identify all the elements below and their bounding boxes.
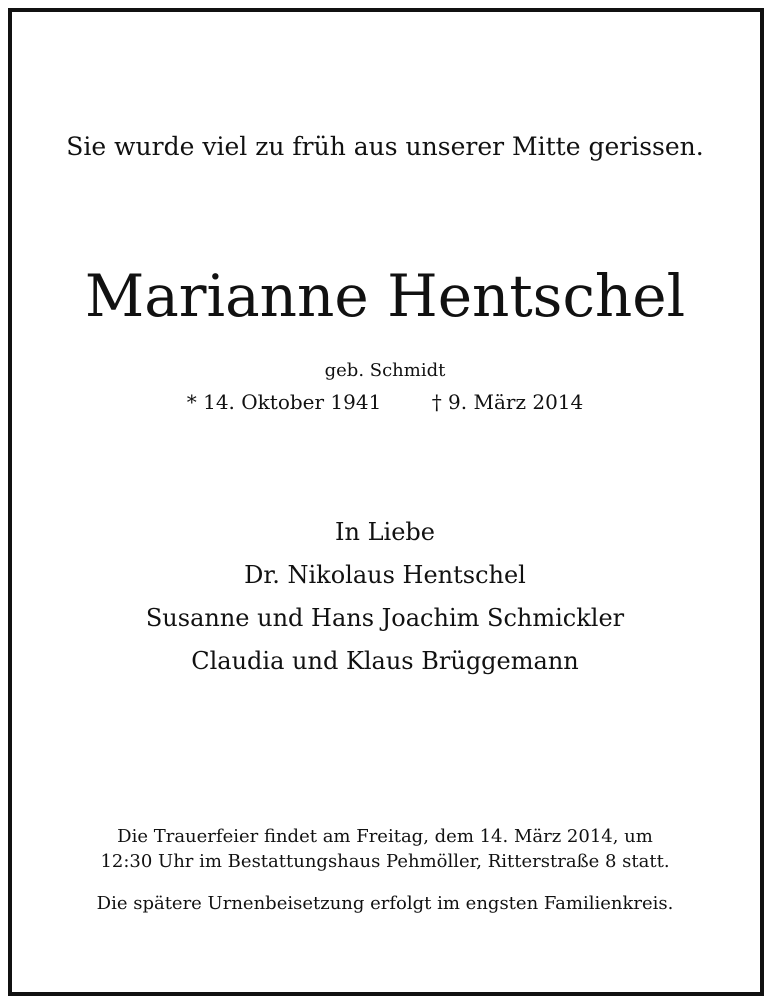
death-date: † 9. März 2014	[431, 390, 584, 414]
birth-date: * 14. Oktober 1941	[186, 390, 382, 414]
life-dates	[0, 390, 770, 414]
mourners-intro: In Liebe	[335, 518, 435, 546]
funeral-notice-line: Die spätere Urnenbeisetzung erfolgt im engsten Familienkreis.	[96, 893, 674, 914]
funeral-notice-line: Die Trauerfeier findet am Freitag, dem 14. März 2014, um	[117, 826, 653, 847]
mourner-name: Dr. Nikolaus Hentschel	[244, 561, 526, 589]
mourner-name: Claudia und Klaus Brüggemann	[191, 647, 579, 675]
mourner-name: Susanne und Hans Joachim Schmickler	[145, 604, 625, 632]
obituary-motto: Sie wurde viel zu früh aus unserer Mitte gerissen.	[66, 132, 704, 161]
funeral-notice-line: 12:30 Uhr im Bestattungshaus Pehmöller, Ritterstraße 8 statt.	[100, 851, 670, 872]
deceased-name: Marianne Hentschel	[84, 262, 686, 330]
maiden-name: geb. Schmidt	[324, 360, 446, 381]
